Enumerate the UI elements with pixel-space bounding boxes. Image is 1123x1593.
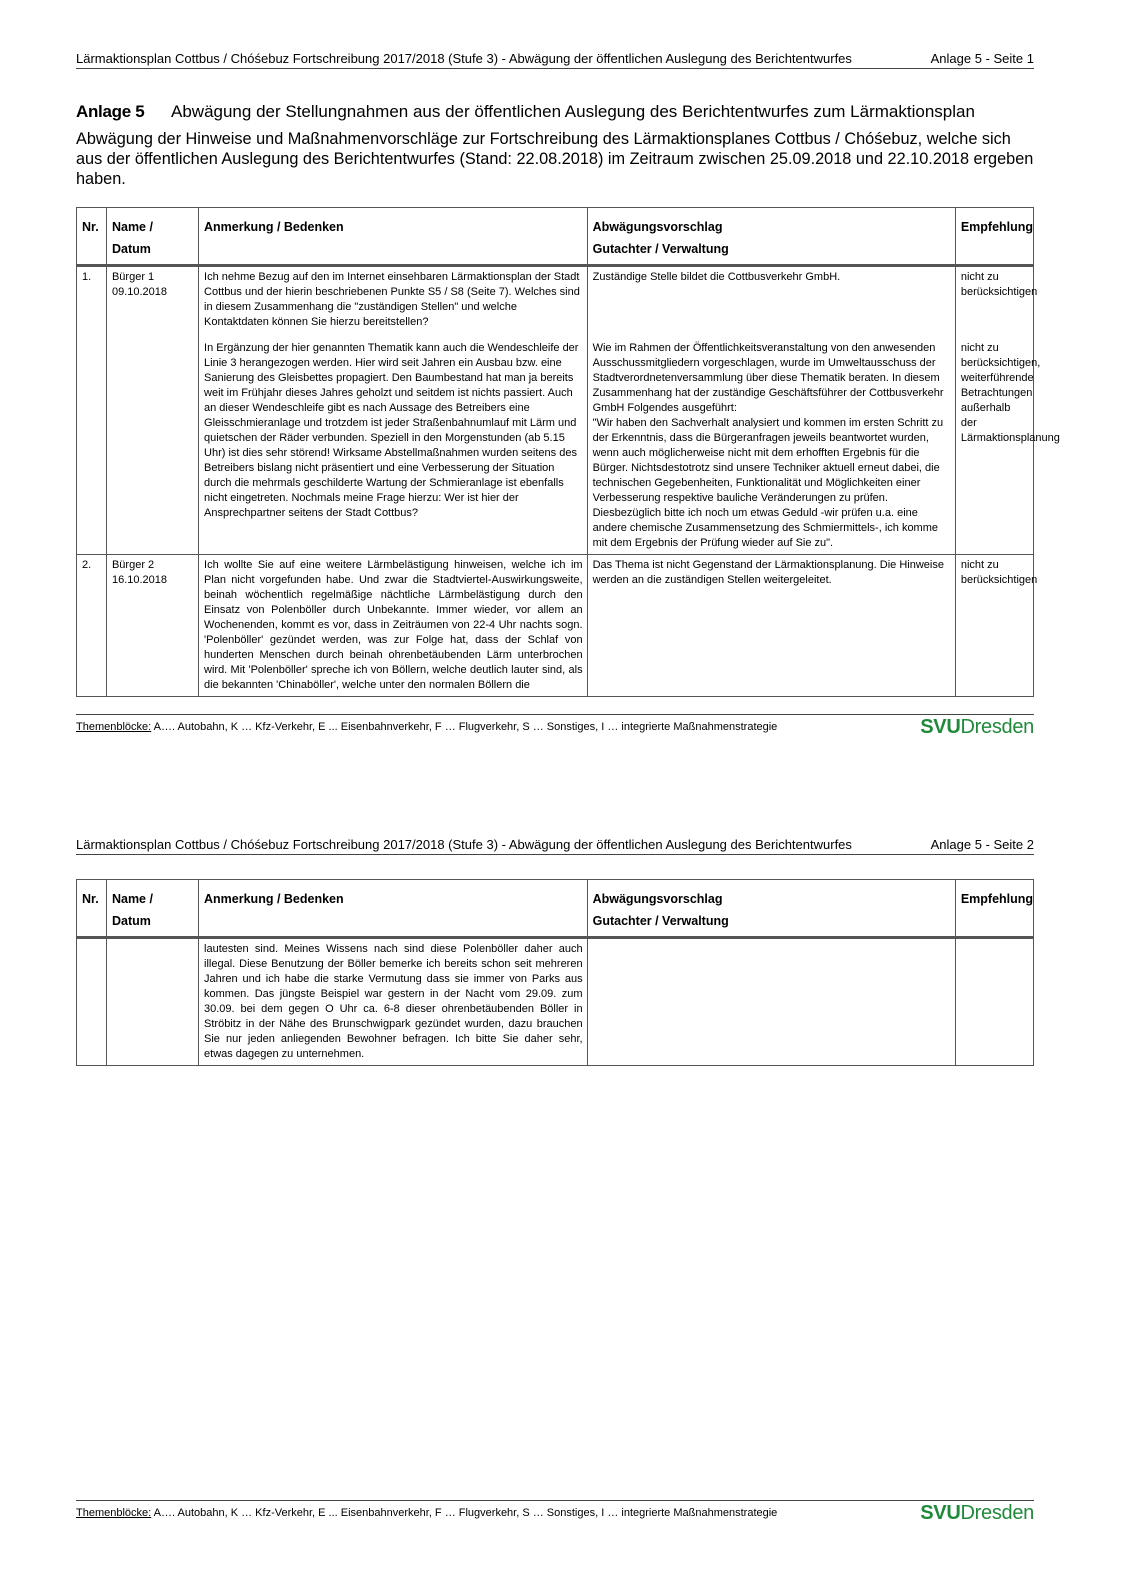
cell-date: 16.10.2018 — [111, 574, 168, 586]
abwaegung-paragraph: Wie im Rahmen der Öffentlichkeitsveranstaltung von den anwesenden Ausschussmitgliedern vorgeschlagen, wurde im Umweltausschuss der Stadtverordnetenversammlung über diese Thematik beraten. In diesem Zusammenhang hat der zuständige Geschäftsführer der Cottbusverkehr GmbH Folgendes ausgeführt: — [592, 342, 944, 414]
anlage-heading: Abwägung der Stellungnahmen aus der öffentlichen Auslegung des Berichtentwurfes zum Lärmaktionsplan — [171, 102, 975, 121]
cell-anmerkung: In Ergänzung der hier genannten Thematik kann auch die Wendeschleife der Linie 3 herangezogen werden. Hier wird seit Jahren ein Ausbau bzw. eine Sanierung des Gleisbettes propagiert. Den Baumbestand hat man ja bereits weit im Frühjahr dieses Jahres geholzt und seitdem ist nichts passiert. Auch an dieser Wendeschleife gibt es nach Aussage des Betreibers eine Gleisschmieranlage und trotzdem ist jeder Straßenbahnumlauf mit Lärm und quietschen der Räder verbunden. Speziell in den Morgenstunden (ab 5.15 Uhr) ist dies sehr störend! Wirksame Abstellmaßnahmen wurden seitens des Betreibers bislang nicht präsentiert und eine Verbesserung der Situation durch die mehrmals geschilderte Wartung der Schmieranlage ist ebenfalls nicht eingetreten. Nochmals meine Frage hierzu: Wer ist hier der Ansprechpartner seitens der Stadt Cottbus? — [199, 333, 588, 555]
page-header — [76, 830, 1034, 855]
cell-anmerkung: Ich nehme Bezug auf den im Internet einsehbaren Lärmaktionsplan der Stadt Cottbus und der hierin beschriebenen Punkte S5 / S8 (Seite 7). Welches sind in diesem Zusammenhang die "zuständigen Stellen" und welche Kontaktdaten können Sie hierzu bereitstellen? — [199, 266, 588, 334]
header-name-datum: Name / Datum — [106, 880, 198, 938]
header-page-number: Anlage 5 - Seite 2 — [930, 837, 1034, 852]
footer-text: A…. Autobahn, K … Kfz-Verkehr, E ... Eisenbahnverkehr, F … Flugverkehr, S … Sonstiges, I … integrierte Maßnahmenstrategie — [151, 1507, 778, 1519]
footer-label: Themenblöcke: — [76, 1507, 152, 1519]
table-header-row — [77, 880, 1034, 938]
cell-nr: 1. — [77, 266, 107, 334]
cell-anmerkung: Ich wollte Sie auf eine weitere Lärmbelästigung hinweisen, welche ich im Plan nicht vorgefunden habe. Und zwar die Stadtviertel-Auswirkungsweite, beinah wöchentlich regelmäßige nächtliche Lärmbelästigung durch den Einsatz von Polenböller durch Unbekannte. Immer wieder, vor allem an Wochenenden, kommt es vor, dass in Zeiträumen von 22-4 Uhr nachts sogn. 'Polenböller' gezündet werden, was zur Folge hat, dass der Schlaf von hunderten Menschen durch beinah ohrenbetäubenden Lärm unterbrochen wird. Mit 'Polenböller' spreche ich von Böllern, welche deutlich lauter sind, als die bekannten 'Chinaböller', welche unter den normalen Böllern die — [199, 555, 588, 697]
table-row — [77, 333, 1034, 555]
footer-label: Themenblöcke: — [76, 721, 152, 733]
cell-empfehlung: nicht zu berücksichtigen — [955, 555, 1033, 697]
footer-legend — [76, 1507, 777, 1519]
cell-anmerkung: lautesten sind. Meines Wissens nach sind diese Polenböller daher auch illegal. Diese Benutzung der Böller bemerke ich bereits schon seit mehreren Jahren und ich habe die starke Vermutung dass sie immer von Parks aus kommen. Das jüngste Beispiel war gestern in der Nacht vom 29.09. zum 30.09. bei dem gegen O Uhr ca. 6-8 dieser ohrenbetäubenden Böller in Ströbitz in der Nähe des Brunschwigpark gezündet wurden, dazu brauchen Sie nur jeden anliegenden Bewohner befragen. Ich bitte Sie daher sehr, etwas dagegen zu unternehmen. — [199, 938, 588, 1066]
document-title — [76, 102, 1034, 122]
abwaegung-table — [76, 207, 1060, 697]
header-abwaegung — [587, 880, 955, 938]
table-row — [77, 555, 1034, 697]
header-abwaegung-line1: Abwägungsvorschlag — [592, 892, 723, 906]
header-page-number: Anlage 5 - Seite 1 — [930, 51, 1034, 66]
cell-abwaegung: Zuständige Stelle bildet die Cottbusverkehr GmbH. — [587, 266, 955, 334]
document-intro: Abwägung der Hinweise und Maßnahmenvorschläge zur Fortschreibung des Lärmaktionsplanes Cottbus / Chóśebuz, welche sich aus der öffentlichen Auslegung des Berichtentwurfes (Stand: 22.08.2018) im Zeitraum zwischen 25.09.2018 und 22.10.2018 ergeben haben. — [76, 130, 1034, 188]
cell-empfehlung: nicht zu berücksichtigen, weiterführende Betrachtungen außerhalb der Lärmaktionsplanung — [955, 333, 1033, 555]
cell-name: Bürger 1 — [111, 271, 155, 283]
header-anmerkung: Anmerkung / Bedenken — [199, 880, 588, 938]
cell-date: 09.10.2018 — [111, 286, 168, 298]
header-empfehlung: Empfehlung — [955, 208, 1033, 266]
table-row — [77, 938, 1034, 1066]
header-title: Lärmaktionsplan Cottbus / Chóśebuz Fortschreibung 2017/2018 (Stufe 3) - Abwägung der öffentlichen Auslegung des Berichtentwurfes — [76, 837, 852, 852]
header-anmerkung: Anmerkung / Bedenken — [199, 208, 588, 266]
abwaegung-table-continued — [76, 879, 1034, 1066]
table-row — [77, 266, 1034, 334]
cell-nr: 2. — [77, 555, 107, 697]
cell-abwaegung: Das Thema ist nicht Gegenstand der Lärmaktionsplanung. Die Hinweise werden an die zuständigen Stellen weitergeleitet. — [587, 555, 955, 697]
page-header — [76, 44, 1034, 69]
anlage-label: Anlage 5 — [76, 102, 145, 121]
header-nr: Nr. — [77, 208, 107, 266]
svu-dresden-logo: SVUDresden — [920, 1501, 1034, 1524]
page-footer — [76, 1500, 1034, 1525]
cell-abwaegung — [587, 333, 955, 555]
header-nr: Nr. — [77, 880, 107, 938]
document-page-1 — [0, 0, 1123, 790]
header-name-datum: Name / Datum — [106, 208, 198, 266]
header-title: Lärmaktionsplan Cottbus / Chóśebuz Fortschreibung 2017/2018 (Stufe 3) - Abwägung der öffentlichen Auslegung des Berichtentwurfes — [76, 51, 852, 66]
header-empfehlung: Empfehlung — [955, 880, 1033, 938]
page-footer — [76, 714, 1034, 739]
footer-legend — [76, 721, 777, 733]
table-header-row — [77, 208, 1034, 266]
footer-text: A…. Autobahn, K … Kfz-Verkehr, E ... Eisenbahnverkehr, F … Flugverkehr, S … Sonstiges, I … integrierte Maßnahmenstrategie — [151, 721, 778, 733]
header-abwaegung-line2: Gutachter / Verwaltung — [592, 242, 729, 256]
header-abwaegung — [587, 208, 955, 266]
header-abwaegung-line2: Gutachter / Verwaltung — [592, 914, 729, 928]
cell-name-datum — [106, 555, 198, 697]
abwaegung-quote: "Wir haben den Sachverhalt analysiert und kommen im ersten Schritt zu der Erkenntnis, dass die Bürgeranfragen jeweils beantwortet wurden, wenn auch möglicherweise nicht mit dem erhofften Ergebnis für die Bürger. Nichtsdestotrotz sind unsere Techniker aktuell erneut dabei, die technischen Gegebenheiten, Funktionalität und Möglichkeiten einer Verbesserung respektive bauliche Veränderungen zu prüfen. Diesbezüglich bitte ich noch um etwas Geduld -wir prüfen u.a. eine andere chemische Zusammensetzung des Schmiermittels-, ich komme mit dem Ergebnis der Prüfung wieder auf Sie zu". — [592, 417, 944, 549]
header-abwaegung-line1: Abwägungsvorschlag — [592, 220, 723, 234]
cell-name-datum — [106, 266, 198, 334]
svu-dresden-logo: SVUDresden — [920, 715, 1034, 738]
cell-empfehlung: nicht zu berücksichtigen — [955, 266, 1033, 334]
cell-name: Bürger 2 — [111, 559, 155, 571]
